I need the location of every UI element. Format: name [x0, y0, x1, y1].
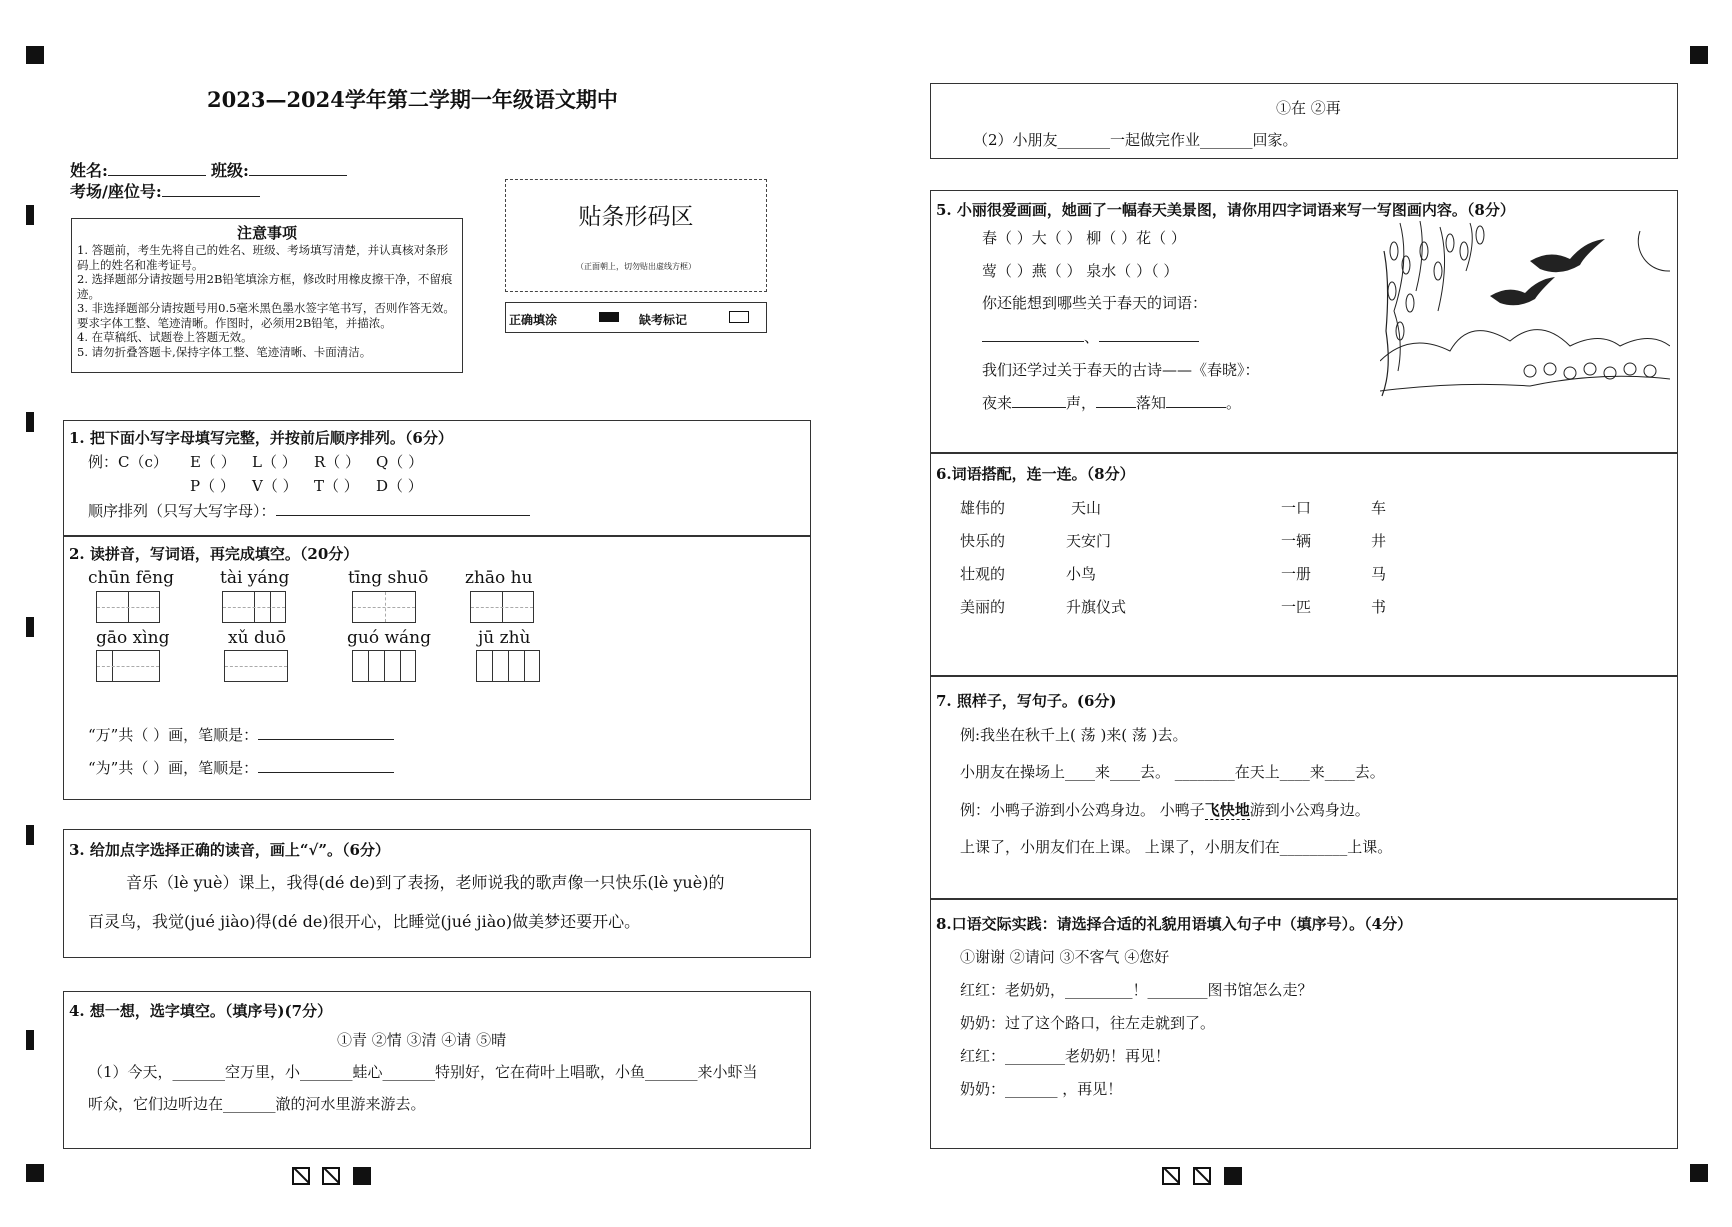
notice-item: 4. 在草稿纸、试题卷上答题无效。	[77, 330, 253, 344]
question-4	[63, 991, 811, 1149]
notice-item: 1. 答题前，考生先将自己的姓名、班级、考场填写清楚，并认真核对条形码上的姓名和准考证号。	[77, 243, 449, 272]
room-label: 考场/座位号:	[70, 182, 162, 201]
pinyin-label: jū zhù	[478, 628, 531, 648]
q1-heading: 1. 把下面小写字母填写完整，并按前后顺序排列。（6分）	[69, 429, 453, 447]
timing-mark	[26, 1030, 34, 1050]
fill-legend	[505, 302, 767, 333]
stroke-question[interactable]	[88, 724, 394, 745]
question-8	[930, 899, 1678, 1149]
q1-letter[interactable]: T（ ）	[314, 477, 359, 495]
corner-mark	[26, 46, 44, 64]
match-item[interactable]: 天山	[1071, 499, 1102, 517]
timing-mark	[26, 825, 34, 845]
q6-heading: 6.词语搭配，连一连。（8分）	[936, 465, 1135, 483]
match-item[interactable]: 一册	[1281, 565, 1312, 583]
footer-mark-empty	[292, 1167, 310, 1185]
notice-heading: 注意事项	[236, 224, 297, 242]
question-7	[930, 676, 1678, 899]
pinyin-label: tīng shuō	[348, 568, 429, 588]
q5-poem-prompt: 我们还学过关于春天的古诗——《春晓》：	[982, 361, 1260, 379]
q8-line[interactable]: 奶奶：_______ ，再见！	[960, 1080, 1123, 1098]
q1-example: 例：C（c）	[88, 453, 168, 471]
writing-grid[interactable]	[96, 650, 160, 682]
timing-mark	[26, 205, 34, 225]
q5-row[interactable]: 春（ ）大（ ） 柳（ ）花（ ）	[982, 229, 1186, 247]
correct-fill-label: 正确填涂	[509, 313, 558, 327]
q4-heading: 4. 想一想，选字填空。（填序号)(7分）	[69, 1002, 333, 1020]
match-item[interactable]: 美丽的	[960, 598, 1006, 616]
footer-mark-empty	[322, 1167, 340, 1185]
page-title: 2023—2024学年第二学期一年级语文期中	[207, 87, 618, 112]
notice-item: 3. 非选择题部分请按题号用0.5毫米黑色墨水签字笔书写，否则作答无效。要求字体工整、笔迹清晰。作图时，必须用2B铅笔，并描浓。	[77, 301, 455, 330]
q3-line[interactable]: 百灵鸟，我觉(jué jiào)得(dé de)很开心，比睡觉(jué jiào)做美梦还要开心。	[88, 912, 641, 931]
q7-example: 例:我坐在秋千上( 荡 )来( 荡 )去。	[960, 726, 1188, 744]
match-item[interactable]: 天安门	[1066, 532, 1112, 550]
match-item[interactable]: 雄伟的	[960, 499, 1006, 517]
match-item[interactable]: 井	[1371, 532, 1387, 550]
name-label: 姓名:	[70, 161, 108, 180]
match-item[interactable]: 一口	[1281, 499, 1312, 517]
filled-sample-icon	[599, 312, 619, 322]
match-item[interactable]: 一辆	[1281, 532, 1312, 550]
q5-sep: 、	[1084, 328, 1100, 346]
q8-options: ①谢谢 ②请问 ③不客气 ④您好	[960, 948, 1170, 966]
q7-heading: 7. 照样子，写句子。(6分)	[936, 692, 1117, 710]
q1-letter[interactable]: E（ ）	[190, 453, 236, 471]
writing-grid[interactable]	[352, 591, 416, 623]
match-item[interactable]: 小鸟	[1066, 565, 1097, 583]
q5-answer-lines[interactable]	[982, 326, 1199, 347]
writing-grid[interactable]	[476, 650, 540, 682]
pinyin-label: chūn fēng	[88, 568, 174, 588]
barcode-title: 贴条形码区	[578, 204, 694, 230]
barcode-hint: （正面朝上，切勿贴出虚线方框）	[576, 262, 696, 271]
match-item[interactable]: 一匹	[1281, 598, 1312, 616]
q7-example-text: 例：小鸭子游到小公鸡身边。 小鸭子	[960, 801, 1205, 819]
q7-example-text: 游到小公鸡身边。	[1249, 801, 1370, 819]
q5-prompt: 你还能想到哪些关于春天的词语：	[982, 294, 1208, 312]
match-item[interactable]: 快乐的	[960, 532, 1006, 550]
q8-line[interactable]: 红红：老奶奶，_________！________图书馆怎么走？	[960, 981, 1313, 999]
poem-text: 。	[1226, 394, 1242, 412]
poem-text: 落知	[1136, 394, 1167, 412]
q5-row[interactable]: 莺（ ）燕（ ） 泉水（ ）（ ）	[982, 262, 1179, 280]
timing-mark	[26, 617, 34, 637]
stroke-question-text: “为”共（ ）画，笔顺是：	[88, 759, 259, 777]
match-item[interactable]: 壮观的	[960, 565, 1006, 583]
question-6	[930, 453, 1678, 676]
question-3	[63, 829, 811, 958]
stroke-question-text: “万”共（ ）画，笔顺是：	[88, 726, 259, 744]
q7-example-emphasis: 飞快地	[1204, 801, 1250, 819]
writing-grid[interactable]	[470, 591, 534, 623]
q4-options-2: ①在 ②再	[1276, 99, 1341, 117]
class-label: 班级:	[211, 161, 249, 180]
question-2	[63, 536, 811, 800]
q7-example	[960, 799, 1370, 820]
pinyin-label: zhāo hu	[465, 568, 533, 588]
notice-item: 2. 选择题部分请按题号用2B铅笔填涂方框，修改时用橡皮擦干净，不留痕迹。	[77, 272, 453, 301]
corner-mark	[26, 1164, 44, 1182]
barcode-area	[505, 179, 767, 292]
q7-line[interactable]: 小朋友在操场上____来____去。 ________在天上____来____去。	[960, 763, 1385, 781]
q8-heading: 8.口语交际实践：请选择合适的礼貌用语填入句子中（填序号）。（4分）	[936, 915, 1413, 933]
match-item[interactable]: 升旗仪式	[1066, 598, 1127, 616]
footer-mark-filled	[353, 1167, 371, 1185]
writing-grid[interactable]	[222, 591, 286, 623]
q7-line[interactable]: 上课了，小朋友们在上课。 上课了，小朋友们在_________上课。	[960, 838, 1393, 856]
poem-text: 声，	[1066, 394, 1097, 412]
match-item[interactable]: 车	[1371, 499, 1387, 517]
pinyin-label: tài yáng	[220, 568, 290, 588]
writing-grid[interactable]	[352, 650, 416, 682]
match-item[interactable]: 马	[1371, 565, 1387, 583]
footer-mark-empty	[1162, 1167, 1180, 1185]
absent-checkbox[interactable]	[729, 311, 749, 323]
corner-mark	[1690, 46, 1708, 64]
pinyin-label: xǔ duō	[228, 628, 287, 648]
writing-grid[interactable]	[224, 650, 288, 682]
q1-letter[interactable]: D（ ）	[376, 477, 423, 495]
q1-letter[interactable]: R（ ）	[314, 453, 361, 471]
q5-poem-line[interactable]	[982, 392, 1241, 413]
footer-mark-empty	[1193, 1167, 1211, 1185]
timing-mark	[26, 412, 34, 432]
q1-letter[interactable]: P（ ）	[190, 477, 235, 495]
absent-label: 缺考标记	[639, 313, 688, 327]
question-1	[63, 420, 811, 536]
match-item[interactable]: 书	[1371, 598, 1387, 616]
footer-mark-filled	[1224, 1167, 1242, 1185]
q4-line[interactable]: （2）小朋友_______一起做完作业_______回家。	[973, 131, 1298, 149]
name-field[interactable]	[70, 158, 347, 181]
q3-heading: 3. 给加点字选择正确的读音，画上“√”。（6分）	[69, 841, 390, 859]
q8-line[interactable]: 红红：________老奶奶！再见！	[960, 1047, 1171, 1065]
q1-letter[interactable]: L（ ）	[252, 453, 297, 471]
notice-box	[71, 218, 463, 373]
q8-line: 奶奶：过了这个路口，往左走就到了。	[960, 1014, 1216, 1032]
q4-line[interactable]: 听众，它们边听边在_______澈的河水里游来游去。	[88, 1095, 426, 1113]
stroke-question[interactable]	[88, 757, 394, 778]
q2-heading: 2. 读拼音，写词语，再完成填空。（20分）	[69, 545, 359, 563]
spring-illustration	[1380, 221, 1670, 401]
pinyin-label: guó wáng	[347, 628, 431, 648]
q5-heading: 5. 小丽很爱画画，她画了一幅春天美景图，请你用四字词语来写一写图画内容。（8分）	[936, 201, 1515, 219]
writing-grid[interactable]	[96, 591, 160, 623]
q4-options: ①青 ②情 ③清 ④请 ⑤晴	[337, 1031, 507, 1049]
q4-line[interactable]: （1）今天，_______空万里，小_______蛙心_______特别好，它在荷叶上唱歌，小鱼_______来小虾当	[88, 1063, 758, 1081]
poem-text: 夜来	[982, 394, 1013, 412]
q1-letter[interactable]: V（ ）	[252, 477, 298, 495]
q3-line[interactable]: 音乐（lè yuè）课上，我得(dé de)到了表扬，老师说我的歌声像一只快乐(lè yuè)的	[126, 873, 725, 892]
room-field[interactable]	[70, 179, 260, 202]
q1-order-label: 顺序排列（只写大写字母）：	[88, 502, 276, 520]
question-4-continued	[930, 83, 1678, 159]
corner-mark	[1690, 1164, 1708, 1182]
question-5	[930, 190, 1678, 453]
q1-order[interactable]	[88, 500, 530, 521]
notice-item: 5. 请勿折叠答题卡,保持字体工整、笔迹清晰、卡面清洁。	[77, 344, 372, 359]
q1-letter[interactable]: Q（ ）	[376, 453, 424, 471]
pinyin-label: gāo xìng	[96, 628, 170, 648]
